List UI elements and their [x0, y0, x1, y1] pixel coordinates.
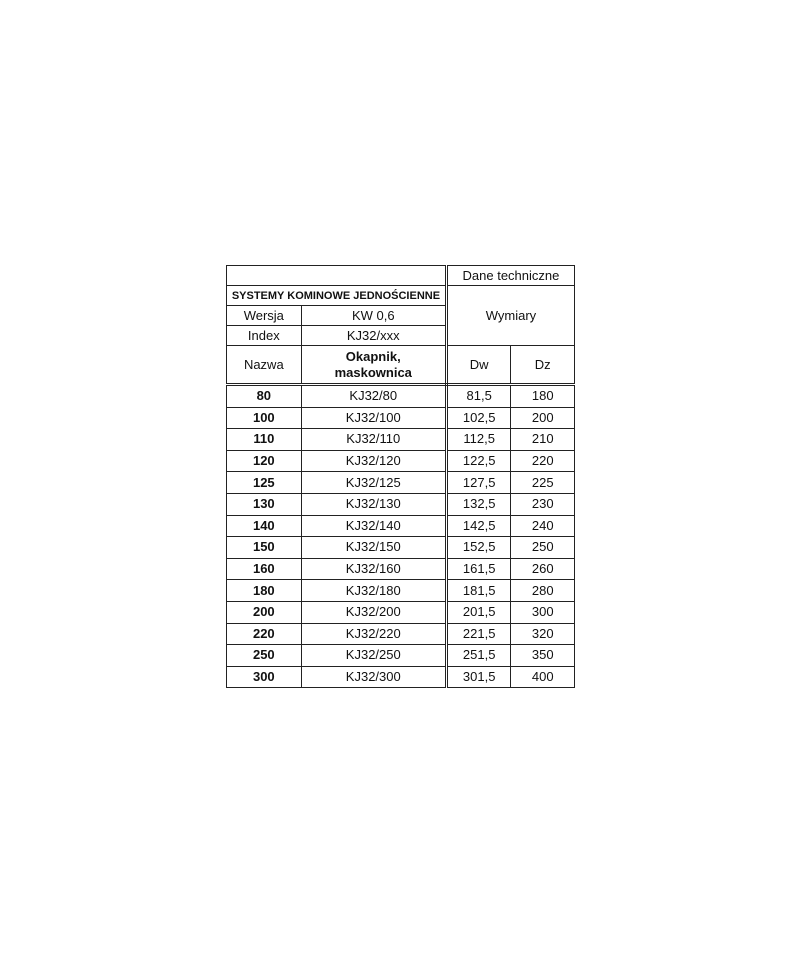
table-row	[227, 558, 575, 580]
kod-cell: KJ32/130	[301, 493, 446, 515]
nazwa-header-cell: Nazwa	[227, 346, 302, 385]
kod-cell: KJ32/300	[301, 666, 446, 688]
kod-cell: KJ32/250	[301, 645, 446, 667]
dz-cell: 350	[511, 645, 575, 667]
kod-cell: KJ32/140	[301, 515, 446, 537]
wymiary-cell: Wymiary	[446, 286, 574, 346]
kod-cell: KJ32/100	[301, 407, 446, 429]
index-value-cell: KJ32/xxx	[301, 326, 446, 346]
kod-cell: KJ32/80	[301, 385, 446, 408]
table-row	[227, 515, 575, 537]
dz-cell: 180	[511, 385, 575, 408]
dz-cell: 220	[511, 450, 575, 472]
dw-cell: 112,5	[446, 429, 511, 451]
table-row	[227, 537, 575, 559]
dw-cell: 142,5	[446, 515, 511, 537]
dz-cell: 320	[511, 623, 575, 645]
dw-cell: 251,5	[446, 645, 511, 667]
dz-cell: 300	[511, 601, 575, 623]
dw-cell: 161,5	[446, 558, 511, 580]
nazwa-cell: 180	[227, 580, 302, 602]
dw-header-cell: Dw	[446, 346, 511, 385]
dz-cell: 280	[511, 580, 575, 602]
table-row	[227, 666, 575, 688]
table-row	[227, 429, 575, 451]
dz-cell: 250	[511, 537, 575, 559]
nazwa-cell: 160	[227, 558, 302, 580]
dw-cell: 102,5	[446, 407, 511, 429]
table-row	[227, 385, 575, 408]
table-row	[227, 407, 575, 429]
dw-cell: 81,5	[446, 385, 511, 408]
dw-cell: 132,5	[446, 493, 511, 515]
nazwa-cell: 110	[227, 429, 302, 451]
kod-cell: KJ32/220	[301, 623, 446, 645]
dw-cell: 221,5	[446, 623, 511, 645]
nazwa-cell: 100	[227, 407, 302, 429]
table-row	[227, 645, 575, 667]
kod-cell: KJ32/160	[301, 558, 446, 580]
systemy-title-cell: SYSTEMY KOMINOWE JEDNOŚCIENNE	[227, 286, 447, 306]
kod-cell: KJ32/120	[301, 450, 446, 472]
nazwa-cell: 80	[227, 385, 302, 408]
dz-cell: 400	[511, 666, 575, 688]
dw-cell: 301,5	[446, 666, 511, 688]
product-header-line1: Okapnik,	[345, 348, 401, 364]
product-header-cell	[301, 346, 446, 385]
dw-cell: 127,5	[446, 472, 511, 494]
wersja-label-cell: Wersja	[227, 306, 302, 326]
kod-cell: KJ32/150	[301, 537, 446, 559]
product-header-line2: maskownica	[334, 364, 412, 380]
nazwa-cell: 125	[227, 472, 302, 494]
kod-cell: KJ32/110	[301, 429, 446, 451]
table-row	[227, 601, 575, 623]
kod-cell: KJ32/200	[301, 601, 446, 623]
nazwa-cell: 200	[227, 601, 302, 623]
table-row	[227, 623, 575, 645]
table-row	[227, 472, 575, 494]
dz-cell: 210	[511, 429, 575, 451]
nazwa-cell: 300	[227, 666, 302, 688]
table-row	[227, 493, 575, 515]
dw-cell: 181,5	[446, 580, 511, 602]
nazwa-cell: 220	[227, 623, 302, 645]
dane-techniczne-cell: Dane techniczne	[446, 266, 574, 286]
header-row-columns	[227, 346, 575, 385]
dz-cell: 200	[511, 407, 575, 429]
nazwa-cell: 120	[227, 450, 302, 472]
wersja-value-cell: KW 0,6	[301, 306, 446, 326]
nazwa-cell: 130	[227, 493, 302, 515]
nazwa-cell: 150	[227, 537, 302, 559]
nazwa-cell: 140	[227, 515, 302, 537]
table-row	[227, 580, 575, 602]
kod-cell: KJ32/180	[301, 580, 446, 602]
dz-cell: 230	[511, 493, 575, 515]
dz-cell: 240	[511, 515, 575, 537]
kod-cell: KJ32/125	[301, 472, 446, 494]
dz-header-cell: Dz	[511, 346, 575, 385]
dz-cell: 225	[511, 472, 575, 494]
header-row-top	[227, 266, 575, 286]
dw-cell: 152,5	[446, 537, 511, 559]
index-label-cell: Index	[227, 326, 302, 346]
nazwa-cell: 250	[227, 645, 302, 667]
dw-cell: 201,5	[446, 601, 511, 623]
dz-cell: 260	[511, 558, 575, 580]
spec-table	[226, 265, 575, 688]
empty-header-cell	[227, 266, 447, 286]
dw-cell: 122,5	[446, 450, 511, 472]
table-row	[227, 450, 575, 472]
header-row-systemy	[227, 286, 575, 306]
